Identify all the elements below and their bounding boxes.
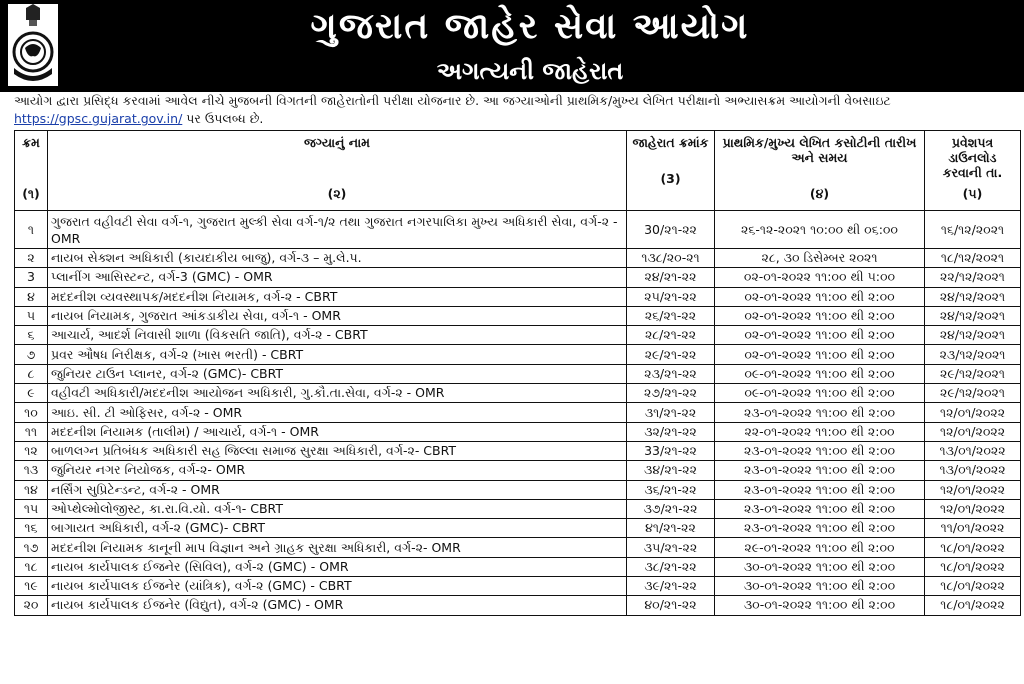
header-download: પ્રવેશપત્ર ડાઉનલોડ કરવાની તા. (૫) xyxy=(925,131,1021,211)
table-row xyxy=(15,499,1021,518)
header-no: ક્રમ (૧) xyxy=(15,131,48,211)
download-date: ૧૮/૦૧/૨૦૨૨ xyxy=(925,557,1021,576)
advertisement-number: ૩૯/૨૧-૨૨ xyxy=(627,577,715,596)
download-date: ૧૮/૧૨/૨૦૨૧ xyxy=(925,249,1021,268)
row-number: ૯ xyxy=(15,384,48,403)
post-name: આચાર્ય, આદર્શ નિવાસી શાળા (વિકસતિ જાતિ), વર્ગ-૨ - CBRT xyxy=(48,326,627,345)
row-number: ૭ xyxy=(15,345,48,364)
exam-date-time: ૨૩-૦૧-૨૦૨૨ ૧૧:૦૦ થી ૨:૦૦ xyxy=(715,480,925,499)
exam-date-time: ૦૨-૦૧-૨૦૨૨ ૧૧:૦૦ થી ૨:૦૦ xyxy=(715,287,925,306)
post-name: નાયબ કાર્યપાલક ઈજનેર (વિદ્યુત), વર્ગ-૨ (GMC) - OMR xyxy=(48,596,627,615)
advertisement-number: ૩૫/૨૧-૨૨ xyxy=(627,538,715,557)
table-row xyxy=(15,461,1021,480)
download-date: ૨૩/૧૨/૨૦૨૧ xyxy=(925,345,1021,364)
download-date: ૨૯/૧૨/૨૦૨૧ xyxy=(925,364,1021,383)
advertisement-number: ૩૧/૨૧-૨૨ xyxy=(627,403,715,422)
row-number: ૧૩ xyxy=(15,461,48,480)
table-row xyxy=(15,326,1021,345)
intro-text-end: પર ઉપલબ્ધ છે. xyxy=(186,111,264,126)
advertisement-number: ૧૩૮/૨૦-૨૧ xyxy=(627,249,715,268)
exam-date-time: ૦૨-૦૧-૨૦૨૨ ૧૧:૦૦ થી ૨:૦૦ xyxy=(715,345,925,364)
page-title: ગુજરાત જાહેર સેવા આયોગ xyxy=(310,6,750,47)
post-name: ગુજરાત વહીવટી સેવા વર્ગ-૧, ગુજરાત મુલ્કી સેવા વર્ગ-૧/૨ તથા ગુજરાત નગરપાલિકા મુખ્ય અધિકારી સેવા, વર્ગ-૨ - OMR xyxy=(48,211,627,249)
download-date: ૨૪/૧૨/૨૦૨૧ xyxy=(925,306,1021,325)
table-row xyxy=(15,249,1021,268)
post-name: જુનિયર નગર નિયોજક, વર્ગ-૨- OMR xyxy=(48,461,627,480)
table-body xyxy=(15,211,1021,616)
row-number: ૪ xyxy=(15,287,48,306)
exam-date-time: ૦૨-૦૧-૨૦૨૨ ૧૧:૦૦ થી ૨:૦૦ xyxy=(715,306,925,325)
table-header-row xyxy=(15,131,1021,211)
exam-date-time: ૩૦-૦૧-૨૦૨૨ ૧૧:૦૦ થી ૨:૦૦ xyxy=(715,577,925,596)
table-row xyxy=(15,403,1021,422)
post-name: મદદનીશ વ્યવસ્થાપક/મદદનીશ નિયામક, વર્ગ-૨ - CBRT xyxy=(48,287,627,306)
download-date: ૧૬/૧૨/૨૦૨૧ xyxy=(925,211,1021,249)
exam-date-time: ૨૯-૦૧-૨૦૨૨ ૧૧:૦૦ થી ૨:૦૦ xyxy=(715,538,925,557)
row-number: ૧૬ xyxy=(15,519,48,538)
table-row xyxy=(15,268,1021,287)
intro-text: આયોગ દ્વારા પ્રસિદ્ધ કરવામાં આવેલ નીચે મુજબની વિગતની જાહેરાતોની પરીક્ષા યોજનાર છે. આ જગ્યાઓની પ્રાથમિક/મુખ્ય લેખિત પરીક્ષાનો અભ્યાસક્રમ આયોગની વેબસાઇટ xyxy=(14,93,891,108)
post-name: આઇ. સી. ટી ઓફિસર, વર્ગ-૨ - OMR xyxy=(48,403,627,422)
post-name: પ્રવર ઔષધ નિરીક્ષક, વર્ગ-૨ (ખાસ ભરતી) - CBRT xyxy=(48,345,627,364)
table-row xyxy=(15,596,1021,615)
row-number: ૧૦ xyxy=(15,403,48,422)
download-date: ૧૨/૦૧/૨૦૨૨ xyxy=(925,480,1021,499)
advertisement-number: ૨૩/૨૧-૨૨ xyxy=(627,364,715,383)
post-name: નાયબ કાર્યપાલક ઈજનેર (યાંત્રિક), વર્ગ-૨ (GMC) - CBRT xyxy=(48,577,627,596)
row-number: ૨ xyxy=(15,249,48,268)
advertisement-number: 30/૨૧-૨૨ xyxy=(627,211,715,249)
advertisement-number: ૨૭/૨૧-૨૨ xyxy=(627,384,715,403)
post-name: નર્સિંગ સુપ્રિટેન્ડન્ટ, વર્ગ-૨ - OMR xyxy=(48,480,627,499)
row-number: ૧૪ xyxy=(15,480,48,499)
post-name: પ્લાનીંગ આસિસ્ટન્ટ, વર્ગ-3 (GMC) - OMR xyxy=(48,268,627,287)
download-date: ૧૮/૦૧/૨૦૨૨ xyxy=(925,538,1021,557)
table-row xyxy=(15,519,1021,538)
exam-date-time: ૨૬-૧૨-૨૦૨૧ ૧૦:૦૦ થી ૦૬:૦૦ xyxy=(715,211,925,249)
exam-date-time: ૨૨-૦૧-૨૦૨૨ ૧૧:૦૦ થી ૨:૦૦ xyxy=(715,422,925,441)
table-row xyxy=(15,441,1021,460)
download-date: ૨૪/૧૨/૨૦૨૧ xyxy=(925,326,1021,345)
row-number: ૨૦ xyxy=(15,596,48,615)
row-number: ૧૯ xyxy=(15,577,48,596)
gpsc-emblem-icon xyxy=(8,4,58,86)
post-name: મદદનીશ નિયામક કાનૂની માપ વિજ્ઞાન અને ગ્રાહક સુરક્ષા અધિકારી, વર્ગ-૨- OMR xyxy=(48,538,627,557)
exam-date-time: ૨૩-૦૧-૨૦૨૨ ૧૧:૦૦ થી ૨:૦૦ xyxy=(715,519,925,538)
row-number: 3 xyxy=(15,268,48,287)
download-date: ૧૮/૦૧/૨૦૨૨ xyxy=(925,577,1021,596)
table-row xyxy=(15,422,1021,441)
exam-date-time: ૦૨-૦૧-૨૦૨૨ ૧૧:૦૦ થી ૫:૦૦ xyxy=(715,268,925,287)
advertisement-number: ૪૦/૨૧-૨૨ xyxy=(627,596,715,615)
table-row xyxy=(15,306,1021,325)
table-row xyxy=(15,480,1021,499)
exam-date-time: ૦૨-૦૧-૨૦૨૨ ૧૧:૦૦ થી ૨:૦૦ xyxy=(715,326,925,345)
table-row xyxy=(15,577,1021,596)
exam-date-time: ૨૩-૦૧-૨૦૨૨ ૧૧:૦૦ થી ૨:૦૦ xyxy=(715,461,925,480)
exam-date-time: ૨૮, ૩૦ ડિસેમ્બર ૨૦૨૧ xyxy=(715,249,925,268)
table-row xyxy=(15,211,1021,249)
download-date: ૨૪/૧૨/૨૦૨૧ xyxy=(925,287,1021,306)
exam-schedule-table xyxy=(14,130,1021,616)
advertisement-number: ૨૬/૨૧-૨૨ xyxy=(627,306,715,325)
intro-paragraph xyxy=(14,92,1018,128)
advertisement-number: ૨૪/૨૧-૨૨ xyxy=(627,268,715,287)
post-name: વહીવટી અધિકારી/મદદનીશ આયોજન અધિકારી, ગુ.કૌ.તા.સેવા, વર્ગ-૨ - OMR xyxy=(48,384,627,403)
advertisement-number: ૩૨/૨૧-૨૨ xyxy=(627,422,715,441)
exam-date-time: ૦૯-૦૧-૨૦૨૨ ૧૧:૦૦ થી ૨:૦૦ xyxy=(715,384,925,403)
page-subtitle: અગત્યની જાહેરાત xyxy=(436,57,624,85)
download-date: ૧૩/૦૧/૨૦૨૨ xyxy=(925,461,1021,480)
row-number: ૧૮ xyxy=(15,557,48,576)
download-date: ૧૩/૦૧/૨૦૨૨ xyxy=(925,441,1021,460)
exam-date-time: ૨૩-૦૧-૨૦૨૨ ૧૧:૦૦ થી ૨:૦૦ xyxy=(715,403,925,422)
download-date: ૧૮/૦૧/૨૦૨૨ xyxy=(925,596,1021,615)
row-number: ૬ xyxy=(15,326,48,345)
download-date: ૨૯/૧૨/૨૦૨૧ xyxy=(925,384,1021,403)
advertisement-number: ૩૬/૨૧-૨૨ xyxy=(627,480,715,499)
table-row xyxy=(15,384,1021,403)
header-post: જગ્યાનું નામ (૨) xyxy=(48,131,627,211)
advertisement-number: 33/૨૧-૨૨ xyxy=(627,441,715,460)
download-date: ૨૨/૧૨/૨૦૨૧ xyxy=(925,268,1021,287)
row-number: ૧ xyxy=(15,211,48,249)
table-row xyxy=(15,287,1021,306)
exam-date-time: ૩૦-૦૧-૨૦૨૨ ૧૧:૦૦ થી ૨:૦૦ xyxy=(715,557,925,576)
table-row xyxy=(15,345,1021,364)
advertisement-number: ૩૮/૨૧-૨૨ xyxy=(627,557,715,576)
row-number: ૧૫ xyxy=(15,499,48,518)
exam-date-time: ૨૩-૦૧-૨૦૨૨ ૧૧:૦૦ થી ૨:૦૦ xyxy=(715,499,925,518)
table-row xyxy=(15,364,1021,383)
row-number: ૧૨ xyxy=(15,441,48,460)
advertisement-number: ૩૭/૨૧-૨૨ xyxy=(627,499,715,518)
row-number: ૮ xyxy=(15,364,48,383)
post-name: મદદનીશ નિયામક (તાલીમ) / આચાર્ય, વર્ગ-૧ - OMR xyxy=(48,422,627,441)
post-name: બાગાયત અધિકારી, વર્ગ-૨ (GMC)- CBRT xyxy=(48,519,627,538)
exam-date-time: ૨૩-૦૧-૨૦૨૨ ૧૧:૦૦ થી ૨:૦૦ xyxy=(715,441,925,460)
post-name: બાળલગ્ન પ્રતિબંધક અધિકારી સહ જિલ્લા સમાજ સુરક્ષા અધિકારી, વર્ગ-૨- CBRT xyxy=(48,441,627,460)
advertisement-number: ૩૪/૨૧-૨૨ xyxy=(627,461,715,480)
website-link[interactable]: https://gpsc.gujarat.gov.in/ xyxy=(14,111,183,126)
post-name: ઓપ્થેલ્મોલોજીસ્ટ, કા.રા.વિ.યો. વર્ગ-૧- CBRT xyxy=(48,499,627,518)
header-date: પ્રાથમિક/મુખ્ય લેખિત કસોટીની તારીખ અને સમય (૪) xyxy=(715,131,925,211)
download-date: ૧૨/૦૧/૨૦૨૨ xyxy=(925,422,1021,441)
post-name: જુનિયર ટાઉન પ્લાનર, વર્ગ-૨ (GMC)- CBRT xyxy=(48,364,627,383)
download-date: ૧૧/૦૧/૨૦૨૨ xyxy=(925,519,1021,538)
row-number: ૫ xyxy=(15,306,48,325)
row-number: ૧૭ xyxy=(15,538,48,557)
post-name: નાયબ નિયામક, ગુજરાત આંકડાકીય સેવા, વર્ગ-૧ - OMR xyxy=(48,306,627,325)
post-name: નાયબ સેક્શન અધિકારી (કાયદાકીય બાજુ), વર્ગ-૩ – મુ.લે.પ. xyxy=(48,249,627,268)
exam-date-time: ૦૯-૦૧-૨૦૨૨ ૧૧:૦૦ થી ૨:૦૦ xyxy=(715,364,925,383)
download-date: ૧૨/૦૧/૨૦૨૨ xyxy=(925,499,1021,518)
header-banner xyxy=(0,0,1024,92)
header-adv: જાહેરાત ક્રમાંક (3) xyxy=(627,131,715,211)
advertisement-number: ૪૧/૨૧-૨૨ xyxy=(627,519,715,538)
exam-date-time: ૩૦-૦૧-૨૦૨૨ ૧૧:૦૦ થી ૨:૦૦ xyxy=(715,596,925,615)
advertisement-number: ૨૯/૨૧-૨૨ xyxy=(627,345,715,364)
post-name: નાયબ કાર્યપાલક ઈજનેર (સિવિલ), વર્ગ-૨ (GMC) - OMR xyxy=(48,557,627,576)
table-row xyxy=(15,557,1021,576)
row-number: ૧૧ xyxy=(15,422,48,441)
download-date: ૧૨/૦૧/૨૦૨૨ xyxy=(925,403,1021,422)
advertisement-number: ૨૫/૨૧-૨૨ xyxy=(627,287,715,306)
table-row xyxy=(15,538,1021,557)
advertisement-number: ૨૮/૨૧-૨૨ xyxy=(627,326,715,345)
